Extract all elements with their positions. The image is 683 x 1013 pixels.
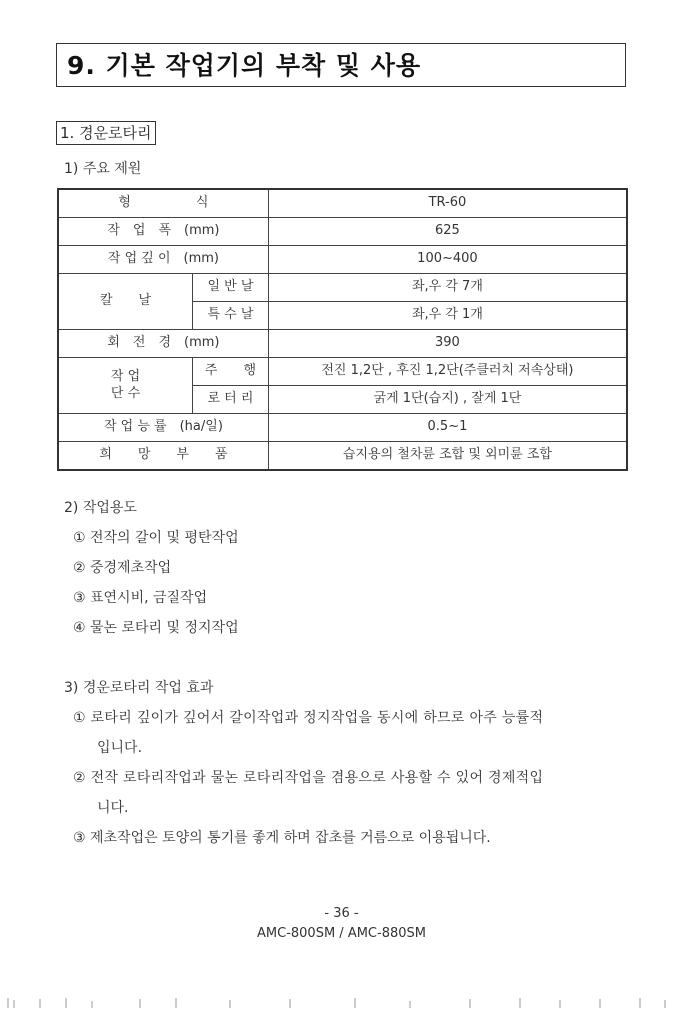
table-cell-value: 좌,우 각 1개 [268, 302, 627, 330]
model-name: AMC-800SM / AMC-880SM [257, 926, 426, 941]
table-cell-value: 습지용의 철차륜 조합 및 외미륜 조합 [268, 442, 627, 471]
subsection-uses: 2) 작업용도 [64, 500, 137, 516]
subsection-effects: 3) 경운로타리 작업 효과 [64, 680, 214, 696]
speed-label-line: 단 수 [110, 385, 141, 401]
effect-line: 입니다. [97, 740, 143, 756]
table-cell-value: 굵게 1단(습지) , 잘게 1단 [268, 386, 627, 414]
effect-line: ③ 제초작업은 토양의 통기를 좋게 하며 잡초를 거름으로 이용됩니다. [73, 830, 491, 846]
table-cell-label: 희 망 부 품 [58, 442, 268, 471]
list-item: ③ 표연시비, 금질작업 [73, 590, 208, 606]
effect-line: 니다. [97, 800, 129, 816]
speed-label-line: 작 업 [110, 369, 141, 385]
table-cell-value: 100~400 [268, 246, 627, 274]
table-cell-value: 0.5~1 [268, 414, 627, 442]
table-row [58, 246, 627, 274]
table-cell-label: 회 전 경 (mm) [58, 330, 268, 358]
table-cell-value: 625 [268, 218, 627, 246]
table-cell-sublabel: 특 수 날 [193, 302, 269, 330]
section-heading-rotary: 1. 경운로타리 [56, 121, 156, 145]
table-cell-sublabel: 일 반 날 [193, 274, 269, 302]
effect-line: ① 로타리 깊이가 깊어서 갈이작업과 정지작업을 동시에 하므로 아주 능률적 [73, 710, 544, 726]
table-row [58, 442, 627, 471]
table-row [58, 358, 627, 386]
table-cell-label [58, 358, 193, 414]
list-item: ② 중경제초작업 [73, 560, 172, 576]
table-cell-label: 형 식 [58, 189, 268, 218]
table-cell-label: 작 업 깊 이 (mm) [58, 246, 268, 274]
list-item: ① 전작의 갈이 및 평탄작업 [73, 530, 239, 546]
table-cell-value: TR-60 [268, 189, 627, 218]
list-item: ④ 물논 로타리 및 정지작업 [73, 620, 239, 636]
effect-line: ② 전작 로타리작업과 물논 로타리작업을 겸용으로 사용할 수 있어 경제적입 [73, 770, 544, 786]
table-cell-value: 전진 1,2단 , 후진 1,2단(주클러치 저속상태) [268, 358, 627, 386]
table-cell-sublabel: 주 행 [193, 358, 269, 386]
page-number: - 36 - [324, 906, 359, 921]
scan-noise-strip [0, 996, 683, 1010]
table-row [58, 414, 627, 442]
table-row [58, 189, 627, 218]
table-cell-label: 작 업 능 률 (ha/일) [58, 414, 268, 442]
table-cell-value: 390 [268, 330, 627, 358]
table-row [58, 330, 627, 358]
table-cell-sublabel: 로 터 리 [193, 386, 269, 414]
table-row [58, 218, 627, 246]
table-cell-label: 칼 날 [58, 274, 193, 330]
table-cell-label: 작 업 폭 (mm) [58, 218, 268, 246]
spec-table [57, 188, 628, 471]
table-row [58, 274, 627, 302]
page-title: 9. 기본 작업기의 부착 및 사용 [56, 43, 626, 87]
table-cell-value: 좌,우 각 7개 [268, 274, 627, 302]
subsection-specs: 1) 주요 제원 [64, 161, 142, 177]
